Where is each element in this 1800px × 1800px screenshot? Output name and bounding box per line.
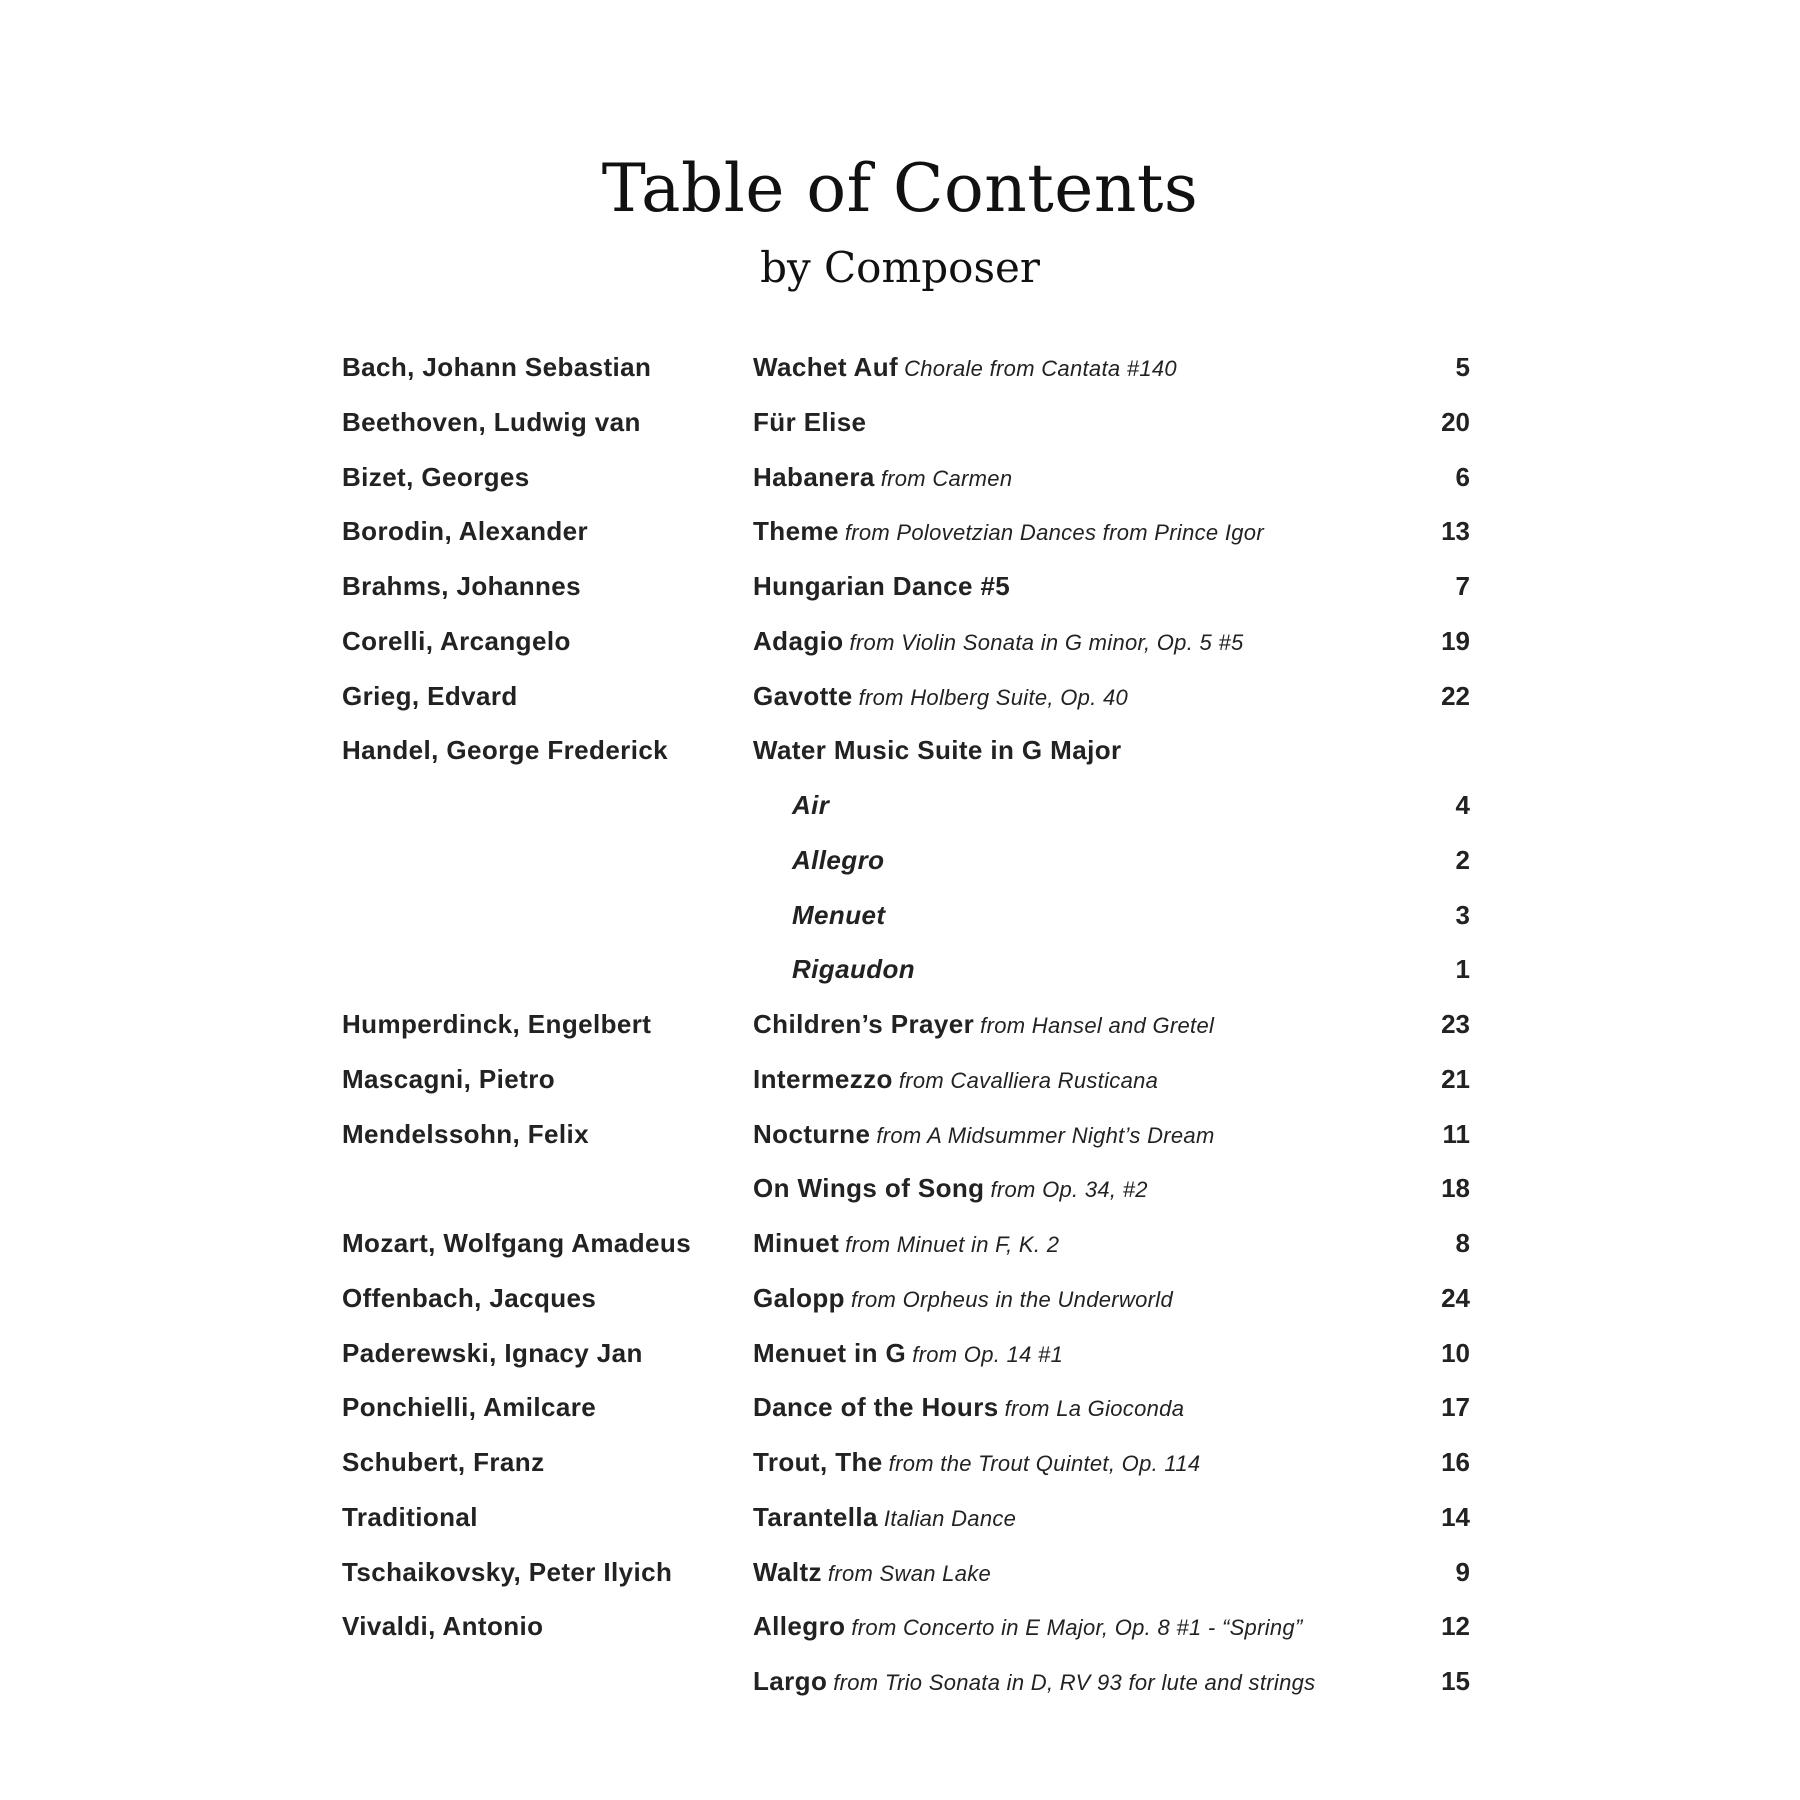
toc-row <box>342 942 1470 997</box>
work-title: Habanera <box>753 461 875 492</box>
work-note: from A Midsummer Night’s Dream <box>876 1122 1215 1148</box>
page-number: 17 <box>1441 1392 1470 1423</box>
work-title: Water Music Suite in G Major <box>753 735 1122 766</box>
work-title: Wachet Auf <box>753 352 899 382</box>
work-note: from Orpheus in the Underworld <box>850 1286 1173 1312</box>
toc-row <box>342 1161 1470 1216</box>
work-entry <box>753 1599 1303 1656</box>
work-entry <box>792 778 829 833</box>
toc-row <box>342 1545 1470 1600</box>
toc-row <box>342 1490 1470 1545</box>
work-title: Minuet <box>753 1228 840 1258</box>
page-number: 14 <box>1441 1501 1470 1532</box>
page-number: 13 <box>1441 516 1470 547</box>
page-number: 2 <box>1455 844 1470 875</box>
work-note: from La Gioconda <box>1004 1396 1185 1422</box>
composer-name: Bizet, Georges <box>342 461 530 492</box>
page-number: 6 <box>1455 461 1470 492</box>
work-note: from Op. 14 #1 <box>912 1341 1064 1367</box>
toc-row <box>342 997 1470 1052</box>
page-number: 8 <box>1455 1228 1470 1258</box>
work-entry <box>792 888 885 943</box>
work-title: Allegro <box>753 1611 846 1642</box>
work-entry <box>753 1435 1200 1492</box>
page-subtitle: by Composer <box>760 243 1040 292</box>
composer-name: Bach, Johann Sebastian <box>342 352 652 382</box>
work-title: Waltz <box>753 1556 822 1587</box>
work-entry <box>753 1380 1184 1437</box>
composer-name: Beethoven, Ludwig van <box>342 406 641 437</box>
page-number: 5 <box>1455 352 1470 382</box>
composer-name: Tschaikovsky, Peter Ilyich <box>342 1556 673 1587</box>
work-title: Trout, The <box>753 1447 883 1477</box>
work-note: from Holberg Suite, Op. 40 <box>858 684 1129 710</box>
work-entry <box>753 1107 1215 1164</box>
composer-name: Offenbach, Jacques <box>342 1282 597 1313</box>
toc-row <box>342 450 1470 505</box>
work-note: from Polovetzian Dances from Prince Igor <box>844 520 1264 546</box>
work-title: Adagio <box>753 625 844 656</box>
work-note: from Carmen <box>880 465 1013 491</box>
composer-name: Vivaldi, Antonio <box>342 1611 544 1642</box>
toc-row <box>342 1326 1470 1381</box>
toc-row <box>342 340 1470 395</box>
composer-name: Mendelssohn, Felix <box>342 1118 590 1149</box>
toc-row <box>342 888 1470 943</box>
work-note: from Swan Lake <box>827 1560 992 1586</box>
toc-row <box>342 504 1470 559</box>
page-number: 11 <box>1442 1118 1470 1149</box>
page-number: 10 <box>1441 1337 1470 1368</box>
work-entry <box>753 395 866 450</box>
page-number: 12 <box>1441 1611 1470 1642</box>
composer-name: Borodin, Alexander <box>342 516 589 547</box>
work-entry <box>792 833 884 888</box>
page-title: Table of Contents <box>601 150 1199 227</box>
work-entry <box>753 1545 991 1602</box>
page-number: 9 <box>1455 1556 1470 1587</box>
work-title: On Wings of Song <box>753 1173 985 1204</box>
work-entry <box>753 1161 1148 1218</box>
work-title: Menuet in G <box>753 1337 907 1368</box>
work-note: from the Trout Quintet, Op. 114 <box>888 1451 1201 1476</box>
toc-row <box>342 833 1470 888</box>
toc-row <box>342 395 1470 450</box>
composer-name: Mascagni, Pietro <box>342 1063 556 1094</box>
work-title: Galopp <box>753 1282 845 1313</box>
work-note: from Concerto in E Major, Op. 8 #1 - “Spring” <box>851 1615 1303 1641</box>
work-title: Für Elise <box>753 406 867 437</box>
work-title: Hungarian Dance #5 <box>753 571 1011 601</box>
toc-row <box>342 1107 1470 1162</box>
page-number: 19 <box>1441 625 1470 656</box>
page-number: 16 <box>1441 1447 1470 1477</box>
composer-name: Schubert, Franz <box>342 1447 545 1477</box>
work-title: Rigaudon <box>792 954 916 985</box>
composer-name: Ponchielli, Amilcare <box>342 1392 597 1423</box>
page-number: 1 <box>1455 954 1470 985</box>
work-title: Tarantella <box>753 1501 878 1532</box>
toc-row <box>342 1271 1470 1326</box>
work-entry <box>753 1271 1173 1328</box>
work-entry <box>753 1052 1158 1109</box>
toc-row <box>342 1435 1470 1490</box>
work-title: Nocturne <box>753 1118 871 1149</box>
work-title: Children’s Prayer <box>753 1009 975 1039</box>
work-entry <box>753 1326 1063 1383</box>
work-note: from Trio Sonata in D, RV 93 for lute and strings <box>833 1670 1316 1695</box>
composer-name: Grieg, Edvard <box>342 680 518 711</box>
page-number: 3 <box>1455 899 1470 930</box>
work-note: from Minuet in F, K. 2 <box>845 1232 1060 1257</box>
work-title: Air <box>792 790 830 820</box>
composer-name: Handel, George Frederick <box>342 735 669 766</box>
work-note: Chorale from Cantata #140 <box>904 356 1177 381</box>
work-entry <box>753 723 1122 778</box>
work-entry <box>753 997 1214 1054</box>
work-entry <box>753 669 1128 726</box>
toc-row <box>342 1216 1470 1271</box>
work-title: Intermezzo <box>753 1063 893 1094</box>
work-title: Gavotte <box>753 680 853 711</box>
page-number: 18 <box>1441 1173 1470 1204</box>
work-note: from Op. 34, #2 <box>990 1177 1148 1203</box>
work-entry <box>753 1490 1016 1547</box>
page-number: 4 <box>1455 790 1470 820</box>
work-entry <box>753 340 1177 397</box>
work-note: from Hansel and Gretel <box>980 1013 1215 1038</box>
toc-row <box>342 723 1470 778</box>
work-entry <box>753 1216 1059 1273</box>
composer-name: Mozart, Wolfgang Amadeus <box>342 1228 692 1258</box>
page-number: 7 <box>1455 571 1470 601</box>
composer-name: Corelli, Arcangelo <box>342 625 571 656</box>
page-number: 24 <box>1441 1282 1470 1313</box>
work-entry <box>753 504 1264 561</box>
work-title: Dance of the Hours <box>753 1392 999 1423</box>
work-title: Allegro <box>792 844 885 875</box>
work-title: Largo <box>753 1666 828 1696</box>
page-number: 20 <box>1441 406 1470 437</box>
work-entry <box>753 614 1244 671</box>
toc-row <box>342 1380 1470 1435</box>
composer-name: Humperdinck, Engelbert <box>342 1009 652 1039</box>
toc-row <box>342 1052 1470 1107</box>
work-entry <box>753 450 1012 507</box>
toc-row <box>342 778 1470 833</box>
page-number: 22 <box>1441 680 1470 711</box>
toc-row <box>342 1599 1470 1654</box>
toc-list <box>342 340 1470 1709</box>
page-number: 21 <box>1441 1063 1470 1094</box>
page-number: 23 <box>1441 1009 1470 1039</box>
toc-row <box>342 559 1470 614</box>
toc-row <box>342 669 1470 724</box>
toc-row <box>342 1654 1470 1709</box>
page-number: 15 <box>1441 1666 1470 1696</box>
work-note: from Violin Sonata in G minor, Op. 5 #5 <box>849 629 1244 655</box>
composer-name: Brahms, Johannes <box>342 571 582 601</box>
work-entry <box>753 559 1010 614</box>
work-note: Italian Dance <box>883 1505 1017 1531</box>
work-title: Theme <box>753 516 839 547</box>
work-note: from Cavalliera Rusticana <box>898 1067 1159 1093</box>
work-entry <box>753 1654 1315 1711</box>
work-entry <box>792 942 915 997</box>
composer-name: Traditional <box>342 1501 478 1532</box>
composer-name: Paderewski, Ignacy Jan <box>342 1337 643 1368</box>
work-title: Menuet <box>792 899 886 930</box>
toc-row <box>342 614 1470 669</box>
